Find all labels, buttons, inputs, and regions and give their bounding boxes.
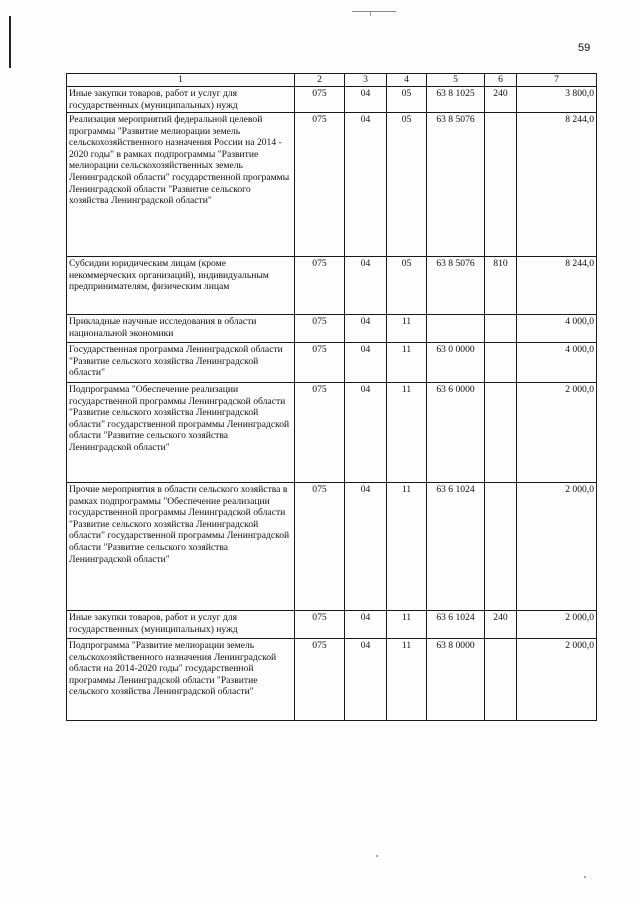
row-subsection: 05 bbox=[387, 113, 427, 257]
row-name: Государственная программа Ленинградской области "Развитие сельского хозяйства Ленинградской области" bbox=[67, 343, 295, 383]
row-ministry-code: 075 bbox=[295, 257, 345, 315]
row-target-article: 63 8 0000 bbox=[427, 639, 485, 721]
row-amount: 8 244,0 bbox=[517, 113, 597, 257]
row-name: Иные закупки товаров, работ и услуг для государственных (муниципальных) нужд bbox=[67, 611, 295, 639]
table-row bbox=[67, 315, 597, 343]
column-header: 3 bbox=[345, 74, 387, 87]
column-header: 1 bbox=[67, 74, 295, 87]
row-subsection: 11 bbox=[387, 343, 427, 383]
row-amount: 3 800,0 bbox=[517, 87, 597, 113]
row-expense-type: 240 bbox=[485, 87, 517, 113]
column-header: 5 bbox=[427, 74, 485, 87]
row-amount: 4 000,0 bbox=[517, 343, 597, 383]
row-amount: 2 000,0 bbox=[517, 639, 597, 721]
table-row bbox=[67, 343, 597, 383]
row-section: 04 bbox=[345, 257, 387, 315]
row-ministry-code: 075 bbox=[295, 315, 345, 343]
row-subsection: 05 bbox=[387, 87, 427, 113]
row-section: 04 bbox=[345, 113, 387, 257]
row-target-article: 63 8 1025 bbox=[427, 87, 485, 113]
row-name: Прочие мероприятия в области сельского хозяйства в рамках подпрограммы "Обеспечение реализации государственной программы Ленинградской области "Развитие сельского хозяйства Ленинградской области" государственной программы Ленинградской области "Развитие сельского хозяйства Ленинградской области" bbox=[67, 483, 295, 611]
row-name: Подпрограмма "Развитие мелиорации земель сельскохозяйственного назначения Ленинградской области на 2014-2020 годы" государственной программы Ленинградской области "Развитие сельского хозяйства Ленинградской области" bbox=[67, 639, 295, 721]
row-name: Субсидии юридическим лицам (кроме некоммерческих организаций), индивидуальным предпринимателям, физическим лицам bbox=[67, 257, 295, 315]
scan-speck bbox=[584, 876, 586, 878]
row-target-article: 63 6 1024 bbox=[427, 483, 485, 611]
row-expense-type bbox=[485, 639, 517, 721]
row-expense-type bbox=[485, 483, 517, 611]
table-header-row bbox=[67, 74, 597, 87]
row-subsection: 05 bbox=[387, 257, 427, 315]
row-expense-type bbox=[485, 383, 517, 483]
table-row bbox=[67, 87, 597, 113]
row-ministry-code: 075 bbox=[295, 639, 345, 721]
row-target-article: 63 8 5076 bbox=[427, 257, 485, 315]
table-row bbox=[67, 113, 597, 257]
row-name: Прикладные научные исследования в области национальной экономики bbox=[67, 315, 295, 343]
column-header: 6 bbox=[485, 74, 517, 87]
budget-table bbox=[66, 73, 597, 721]
row-amount: 2 000,0 bbox=[517, 383, 597, 483]
scan-edge-mark bbox=[9, 16, 11, 68]
row-section: 04 bbox=[345, 611, 387, 639]
row-ministry-code: 075 bbox=[295, 343, 345, 383]
row-amount: 4 000,0 bbox=[517, 315, 597, 343]
scan-speck bbox=[376, 855, 378, 857]
row-amount: 2 000,0 bbox=[517, 483, 597, 611]
row-expense-type: 810 bbox=[485, 257, 517, 315]
row-section: 04 bbox=[345, 483, 387, 611]
row-subsection: 11 bbox=[387, 611, 427, 639]
row-target-article: 63 8 5076 bbox=[427, 113, 485, 257]
table-row bbox=[67, 383, 597, 483]
column-header: 2 bbox=[295, 74, 345, 87]
table-row bbox=[67, 611, 597, 639]
row-section: 04 bbox=[345, 343, 387, 383]
row-expense-type bbox=[485, 343, 517, 383]
row-ministry-code: 075 bbox=[295, 113, 345, 257]
row-target-article bbox=[427, 315, 485, 343]
row-section: 04 bbox=[345, 383, 387, 483]
row-amount: 8 244,0 bbox=[517, 257, 597, 315]
scan-top-line bbox=[352, 11, 396, 12]
row-name: Реализация мероприятий федеральной целевой программы "Развитие мелиорации земель сельскохозяйственного назначения России на 2014 - 2020 годы" в рамках подпрограммы "Развитие мелиорации сельскохозяйственных земель Ленинградской области" государственной программы Ленинградской области "Развитие сельского хозяйства Ленинградской области" bbox=[67, 113, 295, 257]
row-target-article: 63 0 0000 bbox=[427, 343, 485, 383]
row-name: Подпрограмма "Обеспечение реализации государственной программы Ленинградской области "Развитие сельского хозяйства Ленинградской области" государственной программы Ленинградской области "Развитие сельского хозяйства Ленинградской области" bbox=[67, 383, 295, 483]
column-header: 4 bbox=[387, 74, 427, 87]
page-number: 59 bbox=[578, 42, 591, 54]
row-section: 04 bbox=[345, 315, 387, 343]
row-expense-type bbox=[485, 315, 517, 343]
row-subsection: 11 bbox=[387, 383, 427, 483]
table-row bbox=[67, 483, 597, 611]
row-target-article: 63 6 0000 bbox=[427, 383, 485, 483]
row-subsection: 11 bbox=[387, 483, 427, 611]
row-subsection: 11 bbox=[387, 315, 427, 343]
row-section: 04 bbox=[345, 87, 387, 113]
table-row bbox=[67, 639, 597, 721]
row-amount: 2 000,0 bbox=[517, 611, 597, 639]
row-subsection: 11 bbox=[387, 639, 427, 721]
row-ministry-code: 075 bbox=[295, 611, 345, 639]
scan-top-tick bbox=[370, 12, 371, 16]
row-ministry-code: 075 bbox=[295, 383, 345, 483]
row-expense-type bbox=[485, 113, 517, 257]
column-header: 7 bbox=[517, 74, 597, 87]
row-target-article: 63 6 1024 bbox=[427, 611, 485, 639]
row-ministry-code: 075 bbox=[295, 483, 345, 611]
row-name: Иные закупки товаров, работ и услуг для государственных (муниципальных) нужд bbox=[67, 87, 295, 113]
row-expense-type: 240 bbox=[485, 611, 517, 639]
table-row bbox=[67, 257, 597, 315]
row-ministry-code: 075 bbox=[295, 87, 345, 113]
row-section: 04 bbox=[345, 639, 387, 721]
